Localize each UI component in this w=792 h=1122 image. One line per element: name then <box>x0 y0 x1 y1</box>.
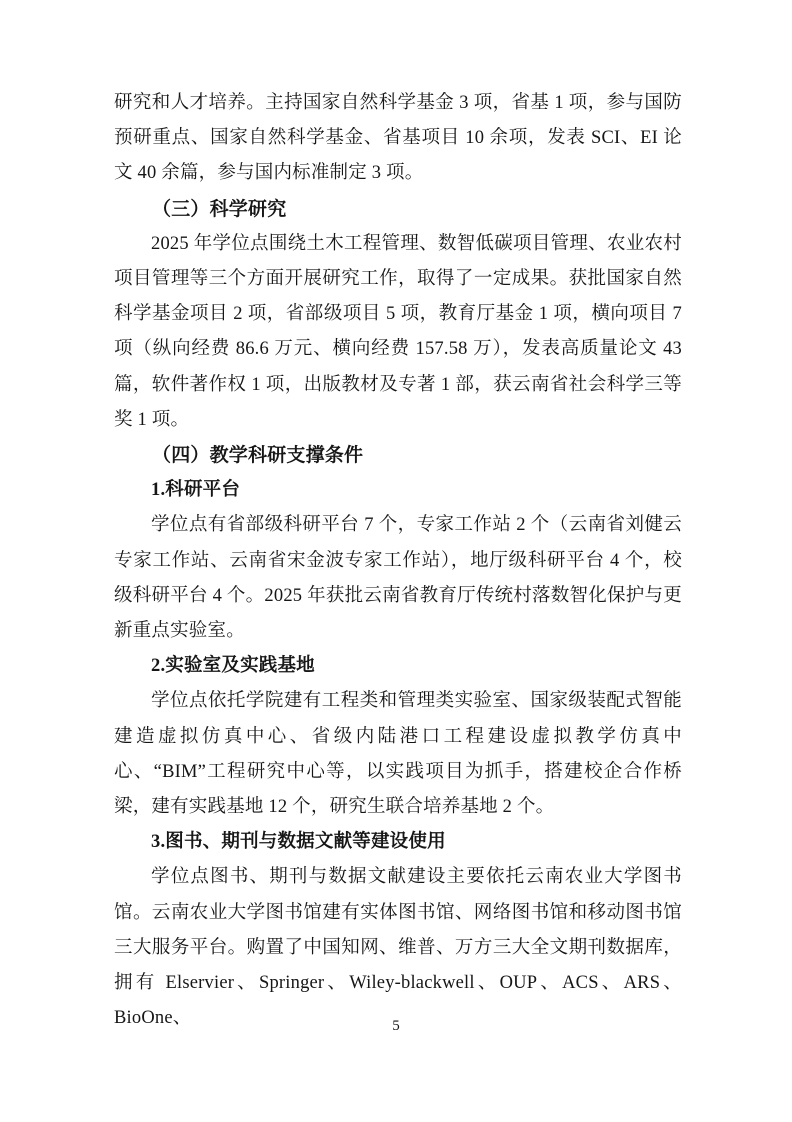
paragraph-library-resources: 学位点图书、期刊与数据文献建设主要依托云南农业大学图书馆。云南农业大学图书馆建有实体图书馆、网络图书馆和移动图书馆三大服务平台。购置了中国知网、维普、万方三大全文期刊数据库，拥有 Elservier、Springer、Wiley-blackwell、OUP、ACS、ARS、BioOne、 <box>114 867 682 1029</box>
paragraph-research-platform: 学位点有省部级科研平台 7 个，专家工作站 2 个（云南省刘健云专家工作站、云南省宋金波专家工作站），地厅级科研平台 4 个，校级科研平台 4 个。2025 年获批云南省教育厅传统村落数智化保护与更新重点实验室。 <box>114 515 682 642</box>
subsection-heading-3: 3.图书、期刊与数据文献等建设使用 <box>151 832 446 853</box>
paragraph-research: 2025 年学位点围绕土木工程管理、数智低碳项目管理、农业农村项目管理等三个方面开展研究工作，取得了一定成果。获批国家自然科学基金项目 2 项，省部级项目 5 项，教育厅基金 1 项，横向项目 7 项（纵向经费 86.6 万元、横向经费 157.58 万），发表高质量论文 43 篇，软件著作权 1 项，出版教材及专著 1 部，获云南省社会科学三等奖 1 项。 <box>114 233 682 430</box>
paragraph-laboratory-practice-base: 学位点依托学院建有工程类和管理类实验室、国家级装配式智能建造虚拟仿真中心、省级内陆港口工程建设虚拟教学仿真中心、“BIM”工程研究中心等，以实践项目为抓手，搭建校企合作桥梁，建有实践基地 12 个，研究生联合培养基地 2 个。 <box>114 691 682 818</box>
paragraph-continued: 研究和人才培养。主持国家自然科学基金 3 项，省基 1 项，参与国防预研重点、国家自然科学基金、省基项目 10 余项，发表 SCI、EI 论文 40 余篇，参与国内标准制定 3 项。 <box>114 93 682 184</box>
subsection-heading-1: 1.科研平台 <box>151 480 241 501</box>
section-heading-3: （三）科学研究 <box>152 198 287 220</box>
page-number: 5 <box>392 1018 400 1034</box>
section-heading-4: （四）教学科研支撑条件 <box>152 445 364 467</box>
page-content <box>114 86 682 1036</box>
subsection-heading-2: 2.实验室及实践基地 <box>151 656 315 677</box>
